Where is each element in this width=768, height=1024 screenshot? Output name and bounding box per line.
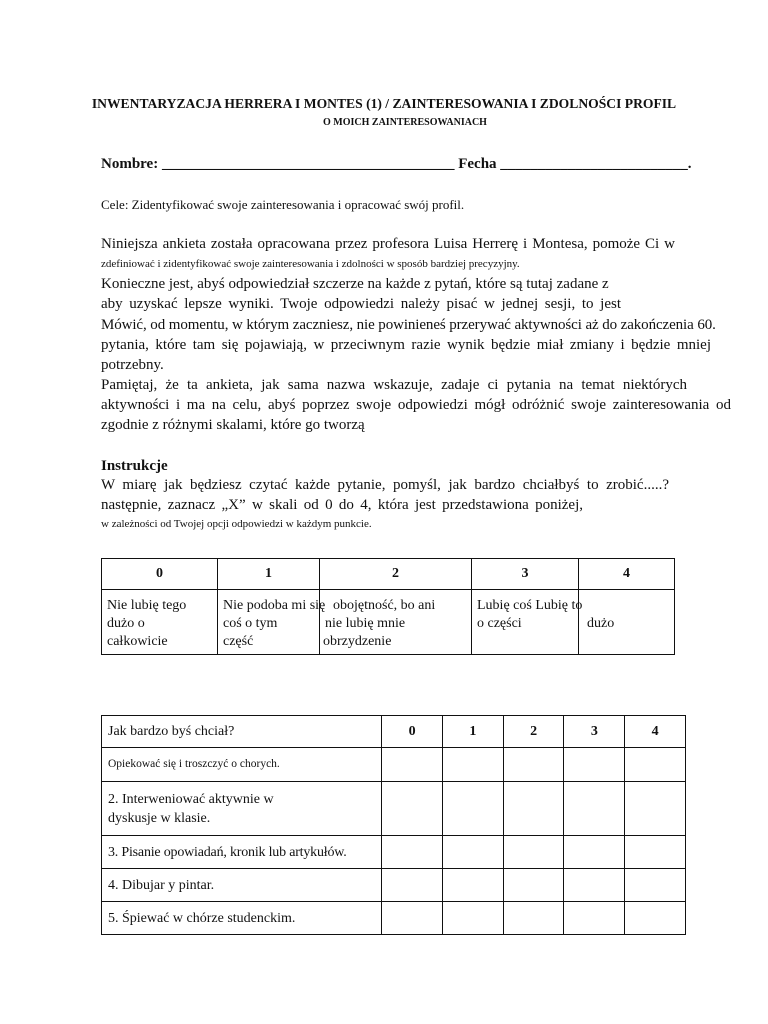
answer-cell-3[interactable] — [564, 902, 625, 935]
answer-cell-0[interactable] — [382, 836, 443, 869]
instructions-line: W miarę jak będziesz czytać każde pytanie, pomyśl, jak bardzo chciałbyś to zrobić.....? — [101, 477, 669, 493]
column-header-3: 3 — [564, 716, 625, 748]
scale-text: nie lubię mnie — [325, 616, 406, 631]
instructions-line: następnie, zaznacz „X” w skali od 0 do 4, która jest przedstawiona poniżej, — [101, 497, 583, 513]
answer-cell-4[interactable] — [625, 782, 686, 836]
answer-cell-1[interactable] — [442, 869, 503, 902]
scale-text: obrzydzenie — [323, 634, 392, 649]
answer-cell-4[interactable] — [625, 836, 686, 869]
answer-cell-1[interactable] — [442, 782, 503, 836]
answer-cell-3[interactable] — [564, 748, 625, 782]
scale-description-2 — [320, 590, 472, 655]
paragraph-line: Mówić, od momentu, w którym zaczniesz, nie powinieneś przerywać aktywności aż do zakończenia 60. — [101, 317, 716, 333]
answer-cell-2[interactable] — [503, 748, 564, 782]
column-header-4: 4 — [625, 716, 686, 748]
scale-text: Nie lubię tego — [107, 598, 187, 613]
question-text — [102, 782, 382, 836]
table-row — [102, 748, 686, 782]
scale-description-4 — [579, 590, 675, 655]
answer-cell-2[interactable] — [503, 902, 564, 935]
scale-text: o części — [477, 616, 522, 631]
scale-text: dużo — [587, 616, 615, 631]
answer-cell-3[interactable] — [564, 869, 625, 902]
column-header-1: 1 — [442, 716, 503, 748]
answer-cell-2[interactable] — [503, 836, 564, 869]
answer-cell-4[interactable] — [625, 902, 686, 935]
scale-header-2: 2 — [320, 559, 472, 590]
document-subtitle: O MOICH ZAINTERESOWANIACH — [323, 117, 487, 128]
scale-description-1 — [218, 590, 326, 655]
scale-header-3: 3 — [472, 559, 579, 590]
paragraph-line: zgodnie z różnymi skalami, które go tworzą — [101, 417, 365, 433]
answer-cell-2[interactable] — [503, 782, 564, 836]
answer-cell-3[interactable] — [564, 836, 625, 869]
scale-description-0 — [102, 590, 218, 655]
answer-cell-1[interactable] — [442, 902, 503, 935]
intro-line: Niniejsza ankieta została opracowana przez profesora Luisa Herrerę i Montesa, pomoże Ci w — [101, 236, 675, 252]
paragraph-line: pytania, które tam się pojawiają, w przeciwnym razie wynik będzie miał zmiany i będzie mniej — [101, 337, 711, 353]
answer-cell-4[interactable] — [625, 748, 686, 782]
name-date-fields[interactable]: Nombre: _______________________________________ Fecha _________________________. — [101, 156, 692, 172]
scale-text: Lubię coś Lubię to — [477, 598, 583, 613]
answer-cell-4[interactable] — [625, 869, 686, 902]
paragraph-line: aby uzyskać lepsze wyniki. Twoje odpowiedzi należy pisać w jednej sesji, to jest — [101, 296, 621, 312]
scale-text: dużo o — [107, 616, 145, 631]
question-text: 3. Pisanie opowiadań, kronik lub artykułów. — [102, 836, 382, 869]
questions-table — [101, 715, 686, 935]
scale-text: Nie podoba mi się — [223, 598, 326, 613]
answer-cell-2[interactable] — [503, 869, 564, 902]
answer-cell-1[interactable] — [442, 748, 503, 782]
table-row — [102, 902, 686, 935]
scale-text: część — [223, 634, 254, 649]
answer-cell-0[interactable] — [382, 748, 443, 782]
question-line: dyskusje w klasie. — [108, 810, 211, 826]
scale-header-4: 4 — [579, 559, 675, 590]
question-text: 4. Dibujar y pintar. — [102, 869, 382, 902]
scale-text: obojętność, bo ani — [333, 598, 436, 613]
table-row — [102, 869, 686, 902]
scale-header-1: 1 — [218, 559, 320, 590]
document-title: INWENTARYZACJA HERRERA I MONTES (1) / ZAINTERESOWANIA I ZDOLNOŚCI PROFIL — [91, 96, 677, 111]
column-header-0: 0 — [382, 716, 443, 748]
questions-header: Jak bardzo byś chciał? — [102, 716, 382, 748]
question-text: 5. Śpiewać w chórze studenckim. — [102, 902, 382, 935]
question-text: Opiekować się i troszczyć o chorych. — [102, 748, 382, 782]
answer-cell-1[interactable] — [442, 836, 503, 869]
paragraph-line: potrzebny. — [101, 357, 164, 373]
answer-cell-0[interactable] — [382, 869, 443, 902]
answer-cell-0[interactable] — [382, 782, 443, 836]
paragraph-line: aktywności i ma na celu, abyś poprzez swoje odpowiedzi mógł odróżnić swoje zainteresowania od — [101, 397, 731, 413]
table-row — [102, 782, 686, 836]
instructions-line: w zależności od Twojej opcji odpowiedzi w każdym punkcie. — [101, 518, 372, 530]
paragraph-line: Konieczne jest, abyś odpowiedział szczerze na każde z pytań, które są tutaj zadane z — [101, 276, 609, 292]
answer-cell-0[interactable] — [382, 902, 443, 935]
scale-description-3 — [472, 590, 583, 655]
scale-text: całkowicie — [107, 634, 168, 649]
question-line: 2. Interweniować aktywnie w — [108, 791, 274, 807]
answer-cell-3[interactable] — [564, 782, 625, 836]
paragraph-line: Pamiętaj, że ta ankieta, jak sama nazwa wskazuje, zadaje ci pytania na temat niektórych — [101, 377, 687, 393]
scale-header-0: 0 — [102, 559, 218, 590]
intro-line: zdefiniować i zidentyfikować swoje zainteresowania i zdolności w sposób bardziej precyzyjny. — [101, 258, 520, 270]
scale-text: coś o tym — [223, 616, 278, 631]
goal-text: Cele: Zidentyfikować swoje zainteresowania i opracować swój profil. — [101, 197, 465, 212]
scale-legend-table — [101, 558, 675, 655]
column-header-2: 2 — [503, 716, 564, 748]
instructions-heading: Instrukcje — [101, 458, 168, 474]
table-row — [102, 836, 686, 869]
